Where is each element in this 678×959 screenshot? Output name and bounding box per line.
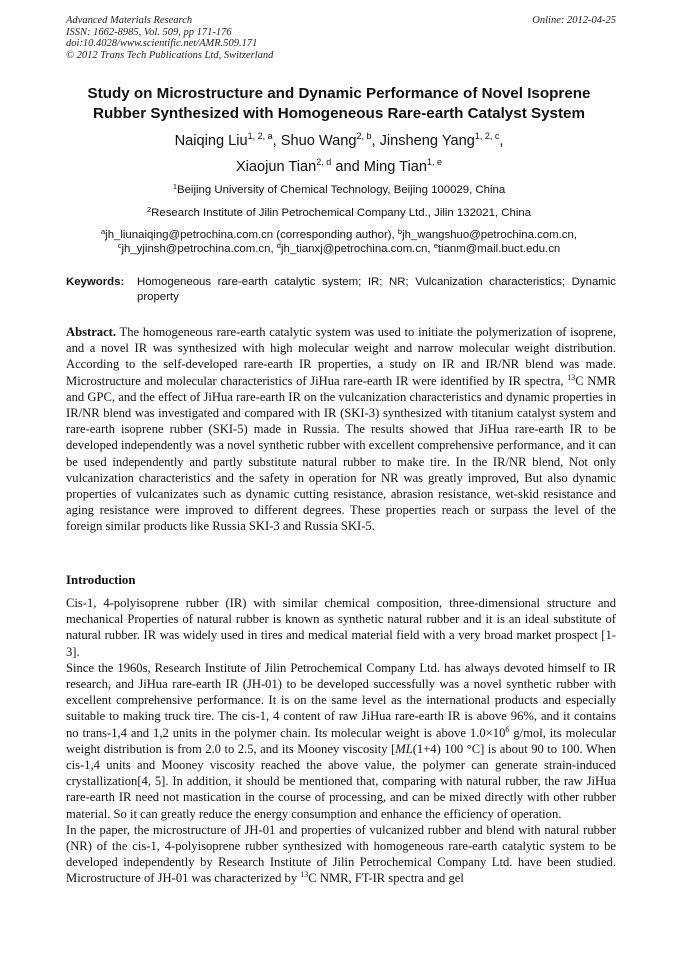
- journal-header: [66, 15, 616, 61]
- author-affil-marker: 2, d: [316, 157, 332, 167]
- email-marker: d: [276, 241, 281, 250]
- paragraph-text: In the paper, the microstructure of JH-01 and properties of vulcanized rubber and blend with natural rubber (NR) of the cis-1, 4-polyisoprene rubber synthesized with homogeneous rare-earth catalytic system to be developed independently by Research Institute of Jilin Petrochemical Company Ltd. have been studied. Microstructure of JH-01 was characterized by: [66, 822, 616, 886]
- isotope-superscript: 13: [567, 372, 576, 382]
- email-marker: c: [117, 241, 122, 250]
- isotope-superscript: 13: [300, 870, 309, 880]
- email-list: [40, 228, 638, 256]
- paragraph-text: Since the 1960s, Research Institute of Jilin Petrochemical Company Ltd. has always devoted himself to IR research, and JiHua rare-earth IR (JH-01) to be developed successfully was a novel synthetic rubber with excellent comprehensive performance. It is on the same level as the international products and especially suitable to making truck tire. The cis-1, 4 content of raw JiHua rare-earth IR is above 96%, and it contains no trans-1,4 and 1,2 units in the polymer chain. Its molecular weight is above 1.0×10: [66, 660, 616, 740]
- journal-doi: doi:10.4028/www.scientific.net/AMR.509.171: [66, 38, 258, 50]
- email-marker: a: [101, 227, 106, 236]
- keywords-block: [66, 275, 616, 304]
- affil-marker: 1: [172, 182, 177, 191]
- mooney-symbol: ML: [395, 741, 413, 756]
- title-line-1: Study on Microstructure and Dynamic Performance of Novel Isoprene: [87, 85, 591, 102]
- paper-title: [40, 84, 638, 124]
- author-name: Xiaojun Tian: [235, 159, 317, 175]
- abstract-label: Abstract.: [66, 325, 117, 339]
- paragraph-text: (1+4) 100 °C] is about 90 to 100. When cis-1,4 units and Mooney viscosity reached the above value, the polymer can generate strain-induced crystallization[4, 5]. In addition, it should be mentioned that, comparing with natural rubber, the raw JiHua rare-earth IR need not mastication in the course of processing, and can be mixed directly with other rubber material. So it can greatly reduce the energy consumption and enhance the efficiency of operation.: [66, 741, 616, 821]
- email-line-1: [40, 228, 638, 242]
- email-address[interactable]: jh_liunaiqing@petrochina.com.cn (corresponding author),: [105, 229, 395, 241]
- email-address[interactable]: jh_yjinsh@petrochina.com.cn,: [121, 243, 274, 255]
- author-affil-marker: 1, e: [427, 157, 443, 167]
- affiliation-1: [40, 183, 638, 197]
- author-affil-marker: 2, b: [356, 131, 372, 141]
- author-name: Shuo Wang: [280, 133, 357, 149]
- journal-copyright: © 2012 Trans Tech Publications Ltd, Switzerland: [66, 49, 274, 61]
- affil-text: Beijing University of Chemical Technology, Beijing 100029, China: [176, 184, 506, 196]
- journal-name: Advanced Materials Research: [66, 15, 193, 26]
- keywords-text: Homogeneous rare-earth catalytic system; IR; NR; Vulcanization characteristics; Dynamic property: [137, 276, 616, 303]
- title-line-2: Rubber Synthesized with Homogeneous Rare-earth Catalyst System: [92, 105, 586, 122]
- affil-text: Research Institute of Jilin Petrochemical Company Ltd., Jilin 132021, China: [151, 207, 532, 219]
- email-address[interactable]: jh_wangshuo@petrochina.com.cn,: [402, 229, 577, 241]
- author-conjunction: and: [331, 159, 364, 175]
- journal-issn: ISSN: 1662-8985, Vol. 509, pp 171-176: [66, 26, 232, 38]
- affiliation-2: [40, 206, 638, 220]
- author-affil-marker: 1, 2, a: [247, 131, 273, 141]
- author-line-1: Naiqing Liu$^{1, 2, a}$, Shuo Wang$^{2, b}$, Jinsheng Yang$^{1, 2, c}$,: [174, 131, 504, 149]
- author-name: Naiqing Liu: [174, 133, 248, 149]
- author-list: [40, 128, 638, 180]
- paragraph-text: C NMR, FT-IR spectra and gel: [308, 871, 464, 886]
- author-affil-marker: 1, 2, c: [474, 131, 500, 141]
- intro-paragraph-3: [66, 822, 616, 887]
- email-marker: e: [433, 241, 438, 250]
- keywords-label: Keywords:: [66, 276, 125, 288]
- email-address[interactable]: tianm@mail.buct.edu.cn: [437, 243, 561, 255]
- email-marker: b: [397, 227, 403, 236]
- abstract-paragraph: [66, 324, 616, 535]
- introduction-body: [66, 595, 616, 887]
- abstract-text: C NMR and GPC, and the effect of JiHua rare-earth IR on the vulcanization characteristics and dynamic properties in IR/NR blend was investigated and compared with IR (SKI-3) synthesized with titanium catalyst system and rare-earth isoprene rubber (SKI-5) made in Russia. The results showed that JiHua rare-earth IR to be developed independently was a novel synthetic rubber with excellent comprehensive performance, and it can be used independently and partly substitute natural rubber to make tire. In the IR/NR blend, Not only vulcanization characteristics and the safety in operation for NR was greatly improved, But also dynamic properties of vulcanizates such as dynamic cutting resistance, abrasion resistance, wet-skid resistance and aging resistance were improved to different degrees. These properties reach or surpass the level of the foreign similar products like Russia SKI-3 and Russia SKI-5.: [66, 373, 616, 534]
- email-line-2: [40, 242, 638, 256]
- author-line-2: [40, 154, 638, 180]
- affil-marker: 2: [146, 205, 152, 214]
- section-heading-introduction: Introduction: [66, 573, 136, 587]
- author-name: Jinsheng Yang: [379, 133, 475, 149]
- author-name: Ming Tian: [363, 159, 428, 175]
- paragraph-text: g/mol, its molecular weight distribution is from 2.0 to 2.5, and its Mooney viscosity [: [66, 725, 616, 756]
- abstract: [66, 324, 616, 535]
- intro-paragraph-2: [66, 660, 616, 822]
- email-address[interactable]: jh_tianxj@petrochina.com.cn,: [280, 243, 431, 255]
- online-date: Online: 2012-04-25: [532, 15, 616, 26]
- intro-paragraph-1: Cis-1, 4-polyisoprene rubber (IR) with similar chemical composition, three-dimensional structure and mechanical Properties of natural rubber is known as synthetic natural rubber and it is an ideal substitute of natural rubber. IR was widely used in tires and medical material field with a very broad market prospect [1-3].: [66, 596, 616, 659]
- exponent-superscript: 6: [505, 724, 510, 734]
- abstract-text: The homogeneous rare-earth catalytic system was used to initiate the polymerization of isoprene, and a novel IR was synthesized with high molecular weight and narrow molecular weight distribution. According to the self-developed rare-earth IR properties, a study on IR and IR/NR blend was made. Microstructure and molecular characteristics of JiHua rare-earth IR were identified by IR spectra,: [66, 325, 616, 388]
